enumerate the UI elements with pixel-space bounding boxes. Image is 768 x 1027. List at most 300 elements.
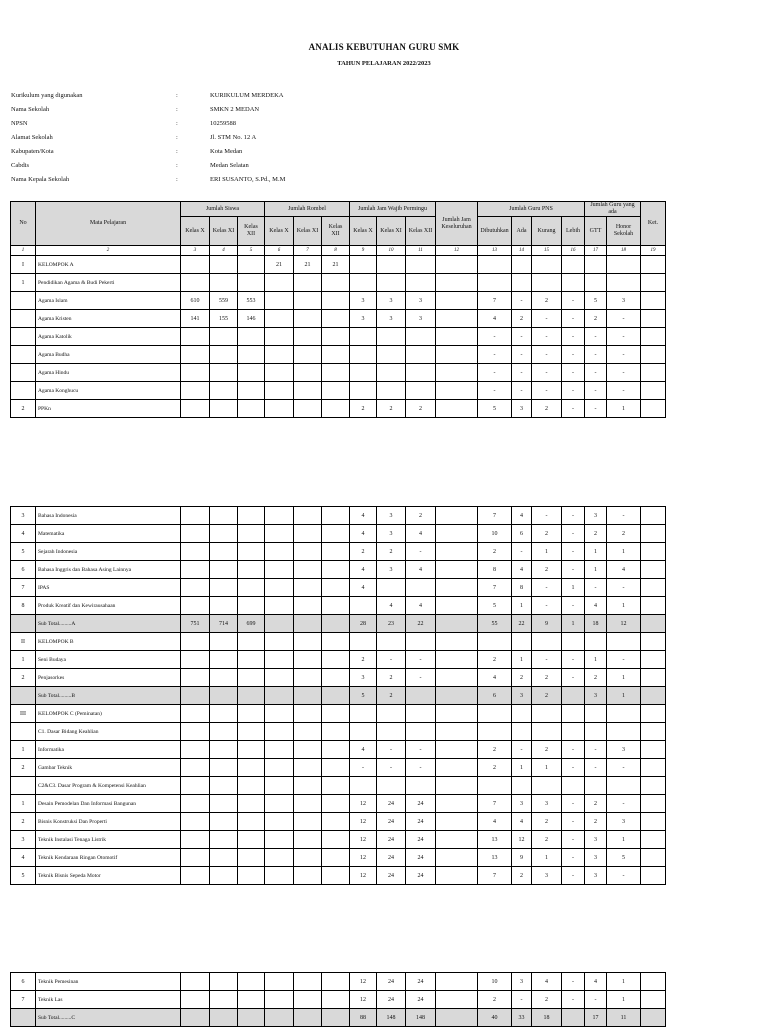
row-number-cell: III bbox=[11, 705, 36, 723]
value-cell bbox=[641, 633, 666, 651]
value-cell bbox=[322, 579, 350, 597]
value-cell bbox=[294, 615, 322, 633]
value-cell: 3 bbox=[377, 292, 406, 310]
subject-cell: KELOMPOK C (Peminatan) bbox=[36, 705, 181, 723]
value-cell: - bbox=[607, 759, 641, 777]
subject-cell: Agama Kristen bbox=[36, 310, 181, 328]
value-cell: - bbox=[532, 382, 562, 400]
value-cell: - bbox=[585, 328, 607, 346]
subject-cell: IPAS bbox=[36, 579, 181, 597]
value-cell: 24 bbox=[406, 867, 436, 885]
value-cell: 3 bbox=[585, 867, 607, 885]
value-cell: - bbox=[406, 651, 436, 669]
value-cell bbox=[512, 705, 532, 723]
subject-cell: Teknik Bisnis Sepeda Motor bbox=[36, 867, 181, 885]
value-cell: 714 bbox=[210, 615, 238, 633]
value-cell: 5 bbox=[478, 400, 512, 418]
value-cell bbox=[294, 310, 322, 328]
value-cell bbox=[210, 795, 238, 813]
value-cell bbox=[265, 991, 294, 1009]
value-cell: 3 bbox=[585, 687, 607, 705]
value-cell bbox=[322, 705, 350, 723]
value-cell bbox=[377, 382, 406, 400]
value-cell: 1 bbox=[562, 615, 585, 633]
subtotal-row bbox=[11, 615, 666, 633]
value-cell bbox=[436, 687, 478, 705]
value-cell bbox=[436, 813, 478, 831]
value-cell bbox=[322, 813, 350, 831]
value-cell: 2 bbox=[406, 507, 436, 525]
value-cell bbox=[265, 525, 294, 543]
value-cell bbox=[238, 723, 265, 741]
info-row bbox=[11, 116, 410, 130]
value-cell: 24 bbox=[406, 973, 436, 991]
value-cell bbox=[238, 813, 265, 831]
value-cell bbox=[377, 346, 406, 364]
value-cell: 2 bbox=[532, 741, 562, 759]
value-cell bbox=[478, 723, 512, 741]
value-cell bbox=[181, 831, 210, 849]
value-cell bbox=[181, 525, 210, 543]
value-cell: 1 bbox=[532, 849, 562, 867]
value-cell bbox=[238, 991, 265, 1009]
value-cell bbox=[294, 741, 322, 759]
value-cell bbox=[238, 579, 265, 597]
value-cell bbox=[322, 292, 350, 310]
value-cell: 8 bbox=[478, 561, 512, 579]
value-cell bbox=[238, 543, 265, 561]
value-cell bbox=[406, 723, 436, 741]
column-number: 4 bbox=[210, 246, 238, 256]
value-cell bbox=[238, 669, 265, 687]
value-cell: 2 bbox=[585, 795, 607, 813]
value-cell bbox=[294, 274, 322, 292]
value-cell: - bbox=[562, 525, 585, 543]
value-cell: 553 bbox=[238, 292, 265, 310]
value-cell bbox=[181, 723, 210, 741]
value-cell bbox=[181, 759, 210, 777]
value-cell: 2 bbox=[585, 669, 607, 687]
subject-cell: Penjasorkes bbox=[36, 669, 181, 687]
value-cell bbox=[294, 687, 322, 705]
value-cell: 155 bbox=[210, 310, 238, 328]
value-cell: 1 bbox=[607, 687, 641, 705]
value-cell bbox=[294, 849, 322, 867]
row-number-cell: 4 bbox=[11, 525, 36, 543]
col-jam-total: Jumlah Jam Keseluruhan bbox=[436, 202, 478, 246]
value-cell: 12 bbox=[350, 991, 377, 1009]
value-cell bbox=[585, 274, 607, 292]
value-cell bbox=[294, 991, 322, 1009]
value-cell bbox=[181, 507, 210, 525]
value-cell bbox=[641, 525, 666, 543]
row-number-cell: 7 bbox=[11, 579, 36, 597]
value-cell bbox=[641, 274, 666, 292]
value-cell: 2 bbox=[377, 669, 406, 687]
row-number-cell: II bbox=[11, 633, 36, 651]
value-cell: - bbox=[562, 813, 585, 831]
subject-cell: Agama Konghucu bbox=[36, 382, 181, 400]
value-cell: 1 bbox=[512, 597, 532, 615]
value-cell bbox=[641, 400, 666, 418]
value-cell bbox=[436, 328, 478, 346]
value-cell: 18 bbox=[585, 615, 607, 633]
value-cell bbox=[406, 346, 436, 364]
info-row bbox=[11, 144, 410, 158]
value-cell bbox=[265, 328, 294, 346]
value-cell: 4 bbox=[350, 741, 377, 759]
column-number: 6 bbox=[265, 246, 294, 256]
value-cell: 24 bbox=[377, 795, 406, 813]
value-cell: 3 bbox=[512, 973, 532, 991]
value-cell bbox=[377, 777, 406, 795]
value-cell: 1 bbox=[607, 973, 641, 991]
value-cell bbox=[641, 364, 666, 382]
row-number-cell: 2 bbox=[11, 669, 36, 687]
value-cell bbox=[294, 382, 322, 400]
col-jam-wajib: Jumlah Jam Wajib Permingu bbox=[350, 202, 436, 217]
subject-cell: KELOMPOK A bbox=[36, 256, 181, 274]
value-cell bbox=[265, 310, 294, 328]
value-cell: 2 bbox=[350, 651, 377, 669]
value-cell bbox=[641, 973, 666, 991]
value-cell bbox=[322, 849, 350, 867]
value-cell bbox=[238, 346, 265, 364]
value-cell bbox=[478, 777, 512, 795]
value-cell: 7 bbox=[478, 795, 512, 813]
value-cell bbox=[210, 991, 238, 1009]
value-cell bbox=[181, 328, 210, 346]
value-cell bbox=[322, 867, 350, 885]
row-number-cell bbox=[11, 292, 36, 310]
value-cell: 2 bbox=[478, 651, 512, 669]
value-cell bbox=[377, 633, 406, 651]
value-cell: 2 bbox=[585, 525, 607, 543]
value-cell: - bbox=[585, 364, 607, 382]
value-cell: - bbox=[532, 364, 562, 382]
col-dibutuhkan: Dibutuhkan bbox=[478, 217, 512, 246]
value-cell bbox=[181, 256, 210, 274]
value-cell: 4 bbox=[406, 561, 436, 579]
value-cell bbox=[210, 328, 238, 346]
value-cell bbox=[238, 831, 265, 849]
value-cell: 2 bbox=[512, 867, 532, 885]
value-cell: 148 bbox=[377, 1009, 406, 1027]
row-number-cell bbox=[11, 328, 36, 346]
value-cell bbox=[641, 795, 666, 813]
value-cell bbox=[265, 831, 294, 849]
value-cell bbox=[478, 274, 512, 292]
value-cell bbox=[436, 597, 478, 615]
value-cell: 4 bbox=[607, 561, 641, 579]
value-cell bbox=[265, 292, 294, 310]
value-cell: - bbox=[562, 364, 585, 382]
info-colon: : bbox=[176, 119, 178, 127]
subject-cell: Matematika bbox=[36, 525, 181, 543]
value-cell: 24 bbox=[406, 831, 436, 849]
table-row bbox=[11, 669, 666, 687]
value-cell: - bbox=[562, 669, 585, 687]
value-cell bbox=[294, 669, 322, 687]
value-cell bbox=[181, 543, 210, 561]
value-cell bbox=[322, 400, 350, 418]
value-cell bbox=[210, 813, 238, 831]
column-number: 15 bbox=[532, 246, 562, 256]
value-cell bbox=[238, 525, 265, 543]
value-cell bbox=[181, 813, 210, 831]
value-cell: 4 bbox=[585, 973, 607, 991]
value-cell bbox=[294, 759, 322, 777]
value-cell bbox=[322, 328, 350, 346]
value-cell: - bbox=[585, 346, 607, 364]
value-cell bbox=[210, 723, 238, 741]
value-cell bbox=[436, 346, 478, 364]
value-cell bbox=[210, 777, 238, 795]
subject-cell: Bahasa Inggris dan Bahasa Asing Lainnya bbox=[36, 561, 181, 579]
value-cell bbox=[265, 741, 294, 759]
value-cell bbox=[641, 867, 666, 885]
subject-cell: Seni Budaya bbox=[36, 651, 181, 669]
value-cell bbox=[641, 507, 666, 525]
row-number-cell: 3 bbox=[11, 831, 36, 849]
value-cell bbox=[210, 651, 238, 669]
value-cell: 4 bbox=[512, 561, 532, 579]
value-cell bbox=[294, 543, 322, 561]
table-row bbox=[11, 867, 666, 885]
value-cell: - bbox=[607, 867, 641, 885]
value-cell bbox=[562, 256, 585, 274]
value-cell: - bbox=[532, 597, 562, 615]
value-cell: - bbox=[532, 507, 562, 525]
value-cell bbox=[181, 741, 210, 759]
value-cell bbox=[607, 723, 641, 741]
info-colon: : bbox=[176, 175, 178, 183]
value-cell: - bbox=[512, 991, 532, 1009]
value-cell: 4 bbox=[478, 669, 512, 687]
value-cell: - bbox=[478, 382, 512, 400]
value-cell: - bbox=[562, 561, 585, 579]
value-cell: 4 bbox=[406, 597, 436, 615]
value-cell: 2 bbox=[532, 561, 562, 579]
subject-cell: Sub Total.........B bbox=[36, 687, 181, 705]
value-cell bbox=[322, 310, 350, 328]
value-cell bbox=[265, 382, 294, 400]
value-cell bbox=[406, 364, 436, 382]
value-cell bbox=[322, 973, 350, 991]
info-row bbox=[11, 102, 410, 116]
value-cell bbox=[265, 705, 294, 723]
value-cell bbox=[210, 561, 238, 579]
value-cell bbox=[294, 795, 322, 813]
value-cell bbox=[210, 669, 238, 687]
info-row bbox=[11, 172, 410, 186]
row-number-cell: 3 bbox=[11, 507, 36, 525]
value-cell: 141 bbox=[181, 310, 210, 328]
value-cell bbox=[436, 651, 478, 669]
value-cell: - bbox=[562, 543, 585, 561]
value-cell: 2 bbox=[585, 310, 607, 328]
value-cell: 13 bbox=[478, 849, 512, 867]
value-cell: 11 bbox=[607, 1009, 641, 1027]
col-honor: Honor Sekolah bbox=[607, 217, 641, 246]
value-cell bbox=[294, 597, 322, 615]
value-cell bbox=[436, 561, 478, 579]
value-cell bbox=[181, 633, 210, 651]
value-cell bbox=[294, 525, 322, 543]
info-label: NPSN bbox=[11, 119, 28, 127]
info-value: ERI SUSANTO, S.Pd., M.M bbox=[210, 175, 286, 183]
col-rombel: Jumlah Rombel bbox=[265, 202, 350, 217]
value-cell bbox=[641, 777, 666, 795]
value-cell: - bbox=[377, 741, 406, 759]
value-cell bbox=[181, 687, 210, 705]
table-row bbox=[11, 705, 666, 723]
value-cell bbox=[238, 777, 265, 795]
row-number-cell: 7 bbox=[11, 991, 36, 1009]
value-cell: 148 bbox=[406, 1009, 436, 1027]
table-row bbox=[11, 525, 666, 543]
value-cell bbox=[532, 777, 562, 795]
value-cell: 9 bbox=[532, 615, 562, 633]
value-cell: 699 bbox=[238, 615, 265, 633]
value-cell: 24 bbox=[406, 795, 436, 813]
value-cell: 1 bbox=[532, 543, 562, 561]
value-cell bbox=[585, 256, 607, 274]
value-cell: 1 bbox=[585, 543, 607, 561]
value-cell bbox=[350, 597, 377, 615]
value-cell: 2 bbox=[532, 400, 562, 418]
table-row bbox=[11, 543, 666, 561]
value-cell bbox=[436, 777, 478, 795]
value-cell bbox=[210, 507, 238, 525]
value-cell bbox=[436, 525, 478, 543]
value-cell bbox=[265, 651, 294, 669]
subject-cell: C1. Dasar Bidang Keahlian bbox=[36, 723, 181, 741]
column-number: 12 bbox=[436, 246, 478, 256]
value-cell bbox=[265, 615, 294, 633]
value-cell: 24 bbox=[406, 813, 436, 831]
value-cell: - bbox=[562, 310, 585, 328]
subject-cell: Agama Katolik bbox=[36, 328, 181, 346]
value-cell bbox=[238, 759, 265, 777]
value-cell bbox=[641, 382, 666, 400]
value-cell: - bbox=[562, 759, 585, 777]
value-cell: - bbox=[562, 991, 585, 1009]
value-cell bbox=[294, 364, 322, 382]
value-cell bbox=[406, 633, 436, 651]
value-cell: 2 bbox=[532, 991, 562, 1009]
col-siswa: Jumlah Siswa bbox=[181, 202, 265, 217]
row-number-cell: 2 bbox=[11, 813, 36, 831]
col-rombel-xii: Kelas XII bbox=[322, 217, 350, 246]
value-cell bbox=[350, 705, 377, 723]
table-row bbox=[11, 256, 666, 274]
value-cell: 21 bbox=[265, 256, 294, 274]
value-cell: - bbox=[512, 364, 532, 382]
column-number: 18 bbox=[607, 246, 641, 256]
value-cell bbox=[210, 256, 238, 274]
value-cell bbox=[436, 867, 478, 885]
value-cell bbox=[641, 561, 666, 579]
value-cell bbox=[406, 256, 436, 274]
value-cell bbox=[181, 795, 210, 813]
subject-cell: Teknik Pemesinan bbox=[36, 973, 181, 991]
value-cell: 3 bbox=[377, 507, 406, 525]
value-cell bbox=[350, 777, 377, 795]
col-jam-x: Kelas X bbox=[350, 217, 377, 246]
value-cell bbox=[436, 973, 478, 991]
value-cell bbox=[238, 328, 265, 346]
table-row bbox=[11, 274, 666, 292]
value-cell: - bbox=[532, 310, 562, 328]
value-cell bbox=[406, 579, 436, 597]
value-cell bbox=[436, 274, 478, 292]
value-cell: - bbox=[607, 364, 641, 382]
value-cell: 40 bbox=[478, 1009, 512, 1027]
value-cell bbox=[377, 723, 406, 741]
table-row bbox=[11, 579, 666, 597]
value-cell bbox=[585, 705, 607, 723]
value-cell bbox=[210, 705, 238, 723]
value-cell: - bbox=[512, 328, 532, 346]
value-cell bbox=[350, 382, 377, 400]
value-cell bbox=[322, 274, 350, 292]
value-cell bbox=[436, 400, 478, 418]
value-cell: 559 bbox=[210, 292, 238, 310]
row-number-cell: 2 bbox=[11, 759, 36, 777]
value-cell: 24 bbox=[377, 867, 406, 885]
table-row bbox=[11, 561, 666, 579]
table-row bbox=[11, 651, 666, 669]
value-cell: 2 bbox=[478, 543, 512, 561]
value-cell bbox=[210, 867, 238, 885]
value-cell: - bbox=[406, 741, 436, 759]
value-cell bbox=[238, 364, 265, 382]
table-row bbox=[11, 382, 666, 400]
subject-cell: Sub Total.........A bbox=[36, 615, 181, 633]
value-cell: 3 bbox=[377, 310, 406, 328]
value-cell: 1 bbox=[607, 543, 641, 561]
value-cell bbox=[294, 633, 322, 651]
info-colon: : bbox=[176, 161, 178, 169]
row-number-cell: 2 bbox=[11, 400, 36, 418]
value-cell: 4 bbox=[377, 597, 406, 615]
column-number: 2 bbox=[36, 246, 181, 256]
info-label: Nama Kepala Sekolah bbox=[11, 175, 70, 183]
value-cell bbox=[322, 669, 350, 687]
value-cell bbox=[238, 561, 265, 579]
value-cell: - bbox=[585, 991, 607, 1009]
value-cell: - bbox=[406, 543, 436, 561]
row-number-cell: 6 bbox=[11, 561, 36, 579]
value-cell bbox=[436, 831, 478, 849]
subject-cell: C2&C3. Dasar Program & Kompetensi Keahlian bbox=[36, 777, 181, 795]
col-jam-xi: Kelas XI bbox=[377, 217, 406, 246]
value-cell: - bbox=[607, 382, 641, 400]
value-cell bbox=[294, 346, 322, 364]
subject-cell: Desain Pemodelan Dan Informasi Bangunan bbox=[36, 795, 181, 813]
value-cell bbox=[436, 669, 478, 687]
value-cell bbox=[436, 310, 478, 328]
table-row bbox=[11, 849, 666, 867]
col-lebih: Lebih bbox=[562, 217, 585, 246]
table-row bbox=[11, 723, 666, 741]
value-cell bbox=[294, 328, 322, 346]
value-cell: 2 bbox=[478, 759, 512, 777]
value-cell: 3 bbox=[406, 310, 436, 328]
info-label: Kurikulum yang digunakan bbox=[11, 91, 83, 99]
value-cell: 4 bbox=[478, 813, 512, 831]
